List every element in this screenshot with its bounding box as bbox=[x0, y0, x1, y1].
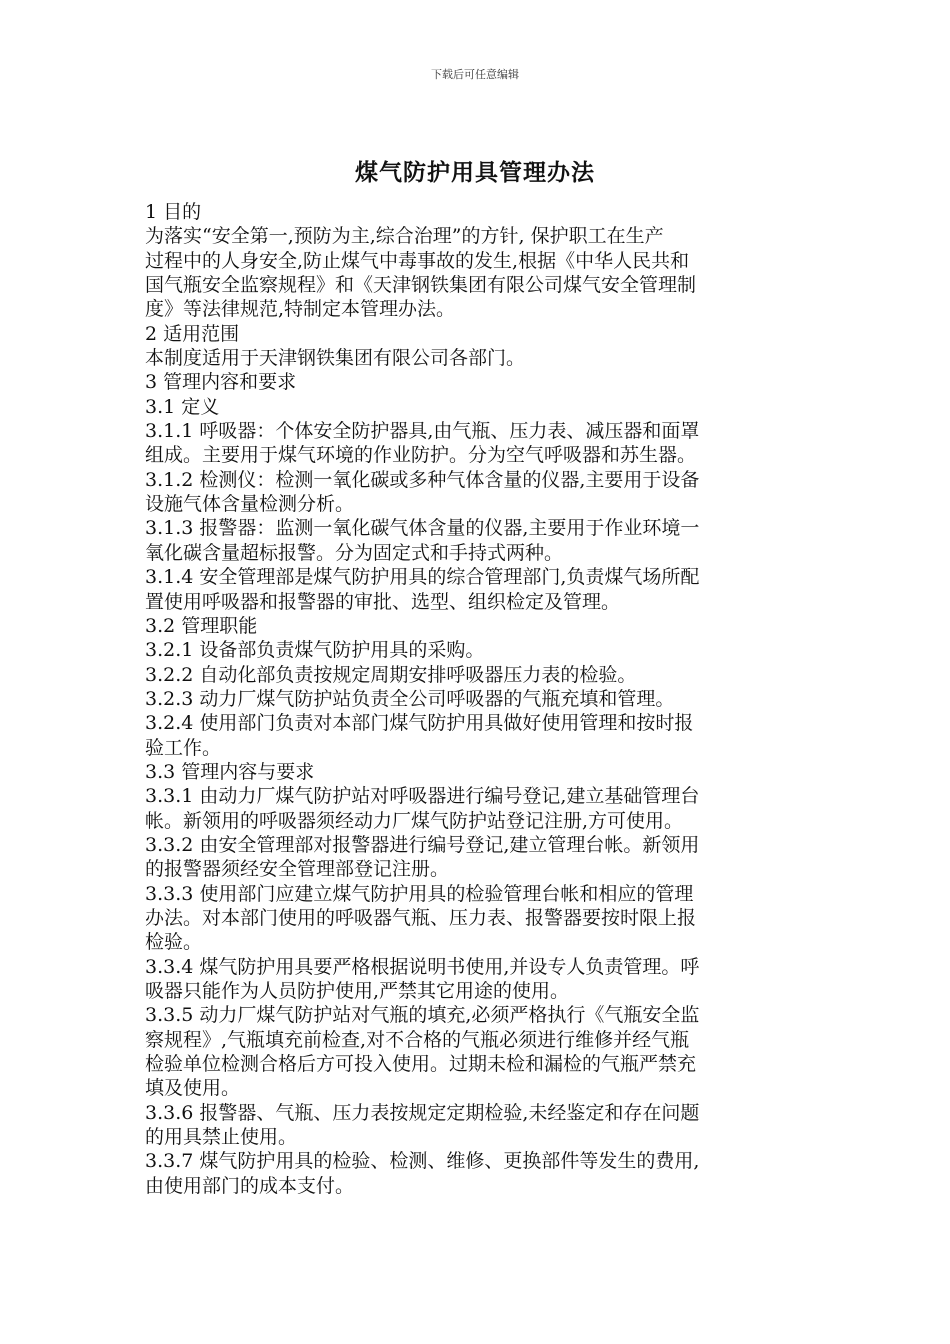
text-line: 3.3.5 动力厂煤气防护站对气瓶的填充,必须严格执行《气瓶安全监 bbox=[145, 1004, 700, 1027]
document-title: 煤气防护用具管理办法 bbox=[355, 159, 595, 186]
text-line: 2 适用范围 bbox=[145, 322, 240, 345]
text-line: 3.2.1 设备部负责煤气防护用具的采购。 bbox=[145, 639, 485, 662]
text-line: 的用具禁止使用。 bbox=[145, 1126, 298, 1149]
text-line: 为落实“安全第一,预防为主,综合治理”的方针, 保护职工在生产 bbox=[145, 225, 664, 248]
text-line: 3.2.4 使用部门负责对本部门煤气防护用具做好使用管理和按时报 bbox=[145, 712, 694, 735]
header-note: 下载后可任意编辑 bbox=[431, 68, 519, 81]
text-line: 检验单位检测合格后方可投入使用。过期未检和漏检的气瓶严禁充 bbox=[145, 1053, 697, 1076]
document-body bbox=[145, 200, 807, 1198]
text-line: 填及使用。 bbox=[145, 1077, 241, 1100]
text-line: 3.3 管理内容与要求 bbox=[145, 760, 315, 783]
text-line: 3 管理内容和要求 bbox=[145, 371, 297, 394]
text-line: 国气瓶安全监察规程》和《天津钢铁集团有限公司煤气安全管理制 bbox=[145, 274, 697, 297]
text-line: 3.3.7 煤气防护用具的检验、检测、维修、更换部件等发生的费用, bbox=[145, 1150, 700, 1173]
text-line: 由使用部门的成本支付。 bbox=[145, 1174, 355, 1197]
text-line: 过程中的人身安全,防止煤气中毒事故的发生,根据《中华人民共和 bbox=[145, 249, 690, 272]
text-line: 3.1.1 呼吸器：个体安全防护器具,由气瓶、压力表、减压器和面罩 bbox=[145, 420, 700, 443]
text-line: 办法。对本部门使用的呼吸器气瓶、压力表、报警器要按时限上报 bbox=[145, 906, 697, 929]
text-line: 3.2.3 动力厂煤气防护站负责全公司呼吸器的气瓶充填和管理。 bbox=[145, 687, 675, 710]
text-line: 3.1.2 检测仪：检测一氧化碳或多种气体含量的仪器,主要用于设备 bbox=[145, 468, 700, 491]
text-line: 设施气体含量检测分析。 bbox=[145, 493, 355, 516]
text-line: 3.2.2 自动化部负责按规定周期安排呼吸器压力表的检验。 bbox=[145, 663, 637, 686]
text-line: 3.2 管理职能 bbox=[145, 614, 258, 637]
text-line: 组成。主要用于煤气环境的作业防护。分为空气呼吸器和苏生器。 bbox=[145, 444, 697, 467]
text-line: 置使用呼吸器和报警器的审批、选型、组织检定及管理。 bbox=[145, 590, 621, 613]
text-line: 吸器只能作为人员防护使用,严禁其它用途的使用。 bbox=[145, 980, 570, 1002]
text-line: 3.1.4 安全管理部是煤气防护用具的综合管理部门,负责煤气场所配 bbox=[145, 566, 700, 589]
text-line: 1 目的 bbox=[145, 201, 202, 223]
text-line: 3.1 定义 bbox=[145, 395, 220, 418]
text-line: 检验。 bbox=[145, 931, 203, 954]
text-line: 验工作。 bbox=[145, 736, 222, 759]
text-line: 3.3.4 煤气防护用具要严格根据说明书使用,并设专人负责管理。呼 bbox=[145, 955, 700, 978]
text-line: 度》等法律规范,特制定本管理办法。 bbox=[145, 298, 456, 321]
text-line: 察规程》,气瓶填充前检查,对不合格的气瓶必须进行维修并经气瓶 bbox=[145, 1028, 690, 1051]
text-line: 氧化碳含量超标报警。分为固定式和手持式两种。 bbox=[145, 541, 564, 564]
text-line: 3.3.1 由动力厂煤气防护站对呼吸器进行编号登记,建立基础管理台 bbox=[145, 785, 700, 808]
text-line: 本制度适用于天津钢铁集团有限公司各部门。 bbox=[145, 347, 526, 370]
text-line: 3.3.2 由安全管理部对报警器进行编号登记,建立管理台帐。新领用 bbox=[145, 833, 700, 856]
text-line: 的报警器须经安全管理部登记注册。 bbox=[145, 858, 450, 881]
text-line: 3.3.3 使用部门应建立煤气防护用具的检验管理台帐和相应的管理 bbox=[145, 882, 694, 905]
text-line: 3.1.3 报警器：监测一氧化碳气体含量的仪器,主要用于作业环境一 bbox=[145, 517, 700, 540]
text-line: 帐。新领用的呼吸器须经动力厂煤气防护站登记注册,方可使用。 bbox=[145, 809, 684, 832]
text-line: 3.3.6 报警器、气瓶、压力表按规定定期检验,未经鉴定和存在问题 bbox=[145, 1101, 700, 1124]
